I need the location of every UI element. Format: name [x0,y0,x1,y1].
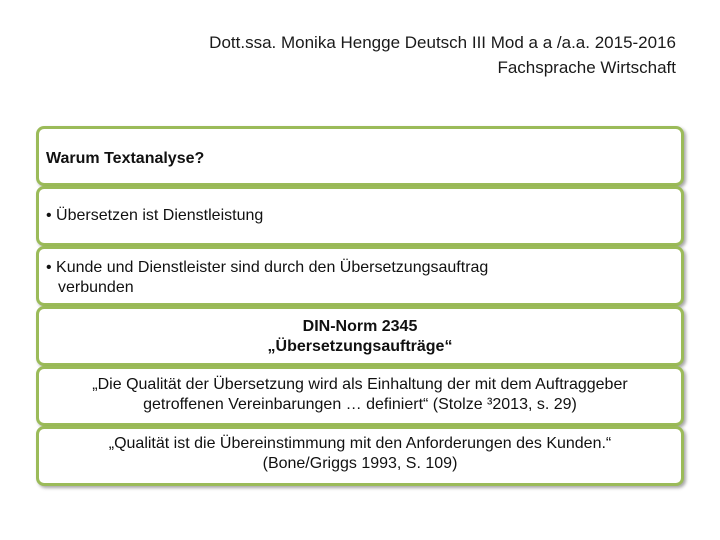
box-quote-bone-griggs [36,426,684,486]
quote-stolze [45,375,675,415]
box-why-text-analysis [36,126,684,186]
heading-why-text-analysis: Warum Textanalyse? [46,150,205,167]
header-subject: Fachsprache Wirtschaft [497,58,676,77]
din-norm-name: „Übersetzungsaufträge“ [267,338,453,355]
bullet-translation-is-service: • Übersetzen ist Dienstleistung [46,207,264,224]
quote-bone-griggs [45,434,675,474]
quote-stolze-line1: „Die Qualität der Übersetzung wird als Einhaltung der mit dem Auftraggeber [92,376,628,393]
din-norm-number: DIN-Norm 2345 [302,318,418,335]
box-quote-stolze [36,366,684,426]
bullet-customer-provider-line1: • Kunde und Dienstleister sind durch den Übersetzungsauftrag [46,259,489,276]
quote-bone-griggs-line1: „Qualität ist die Übereinstimmung mit den Anforderungen des Kunden.“ [108,435,612,452]
bullet-customer-provider-line2: verbunden [58,279,134,296]
box-din-norm [36,306,684,366]
quote-stolze-line2: getroffenen Vereinbarungen … definiert“ (Stolze ³2013, s. 29) [143,396,577,413]
box-bullet-customer-provider [36,246,684,306]
quote-bone-griggs-line2: (Bone/Griggs 1993, S. 109) [262,455,458,472]
slide-header [209,30,676,80]
bullet-customer-provider [46,258,671,298]
box-bullet-service [36,186,684,246]
header-author-course: Dott.ssa. Monika Hengge Deutsch III Mod a a /a.a. 2015-2016 [209,33,676,52]
din-norm-title [45,317,675,357]
